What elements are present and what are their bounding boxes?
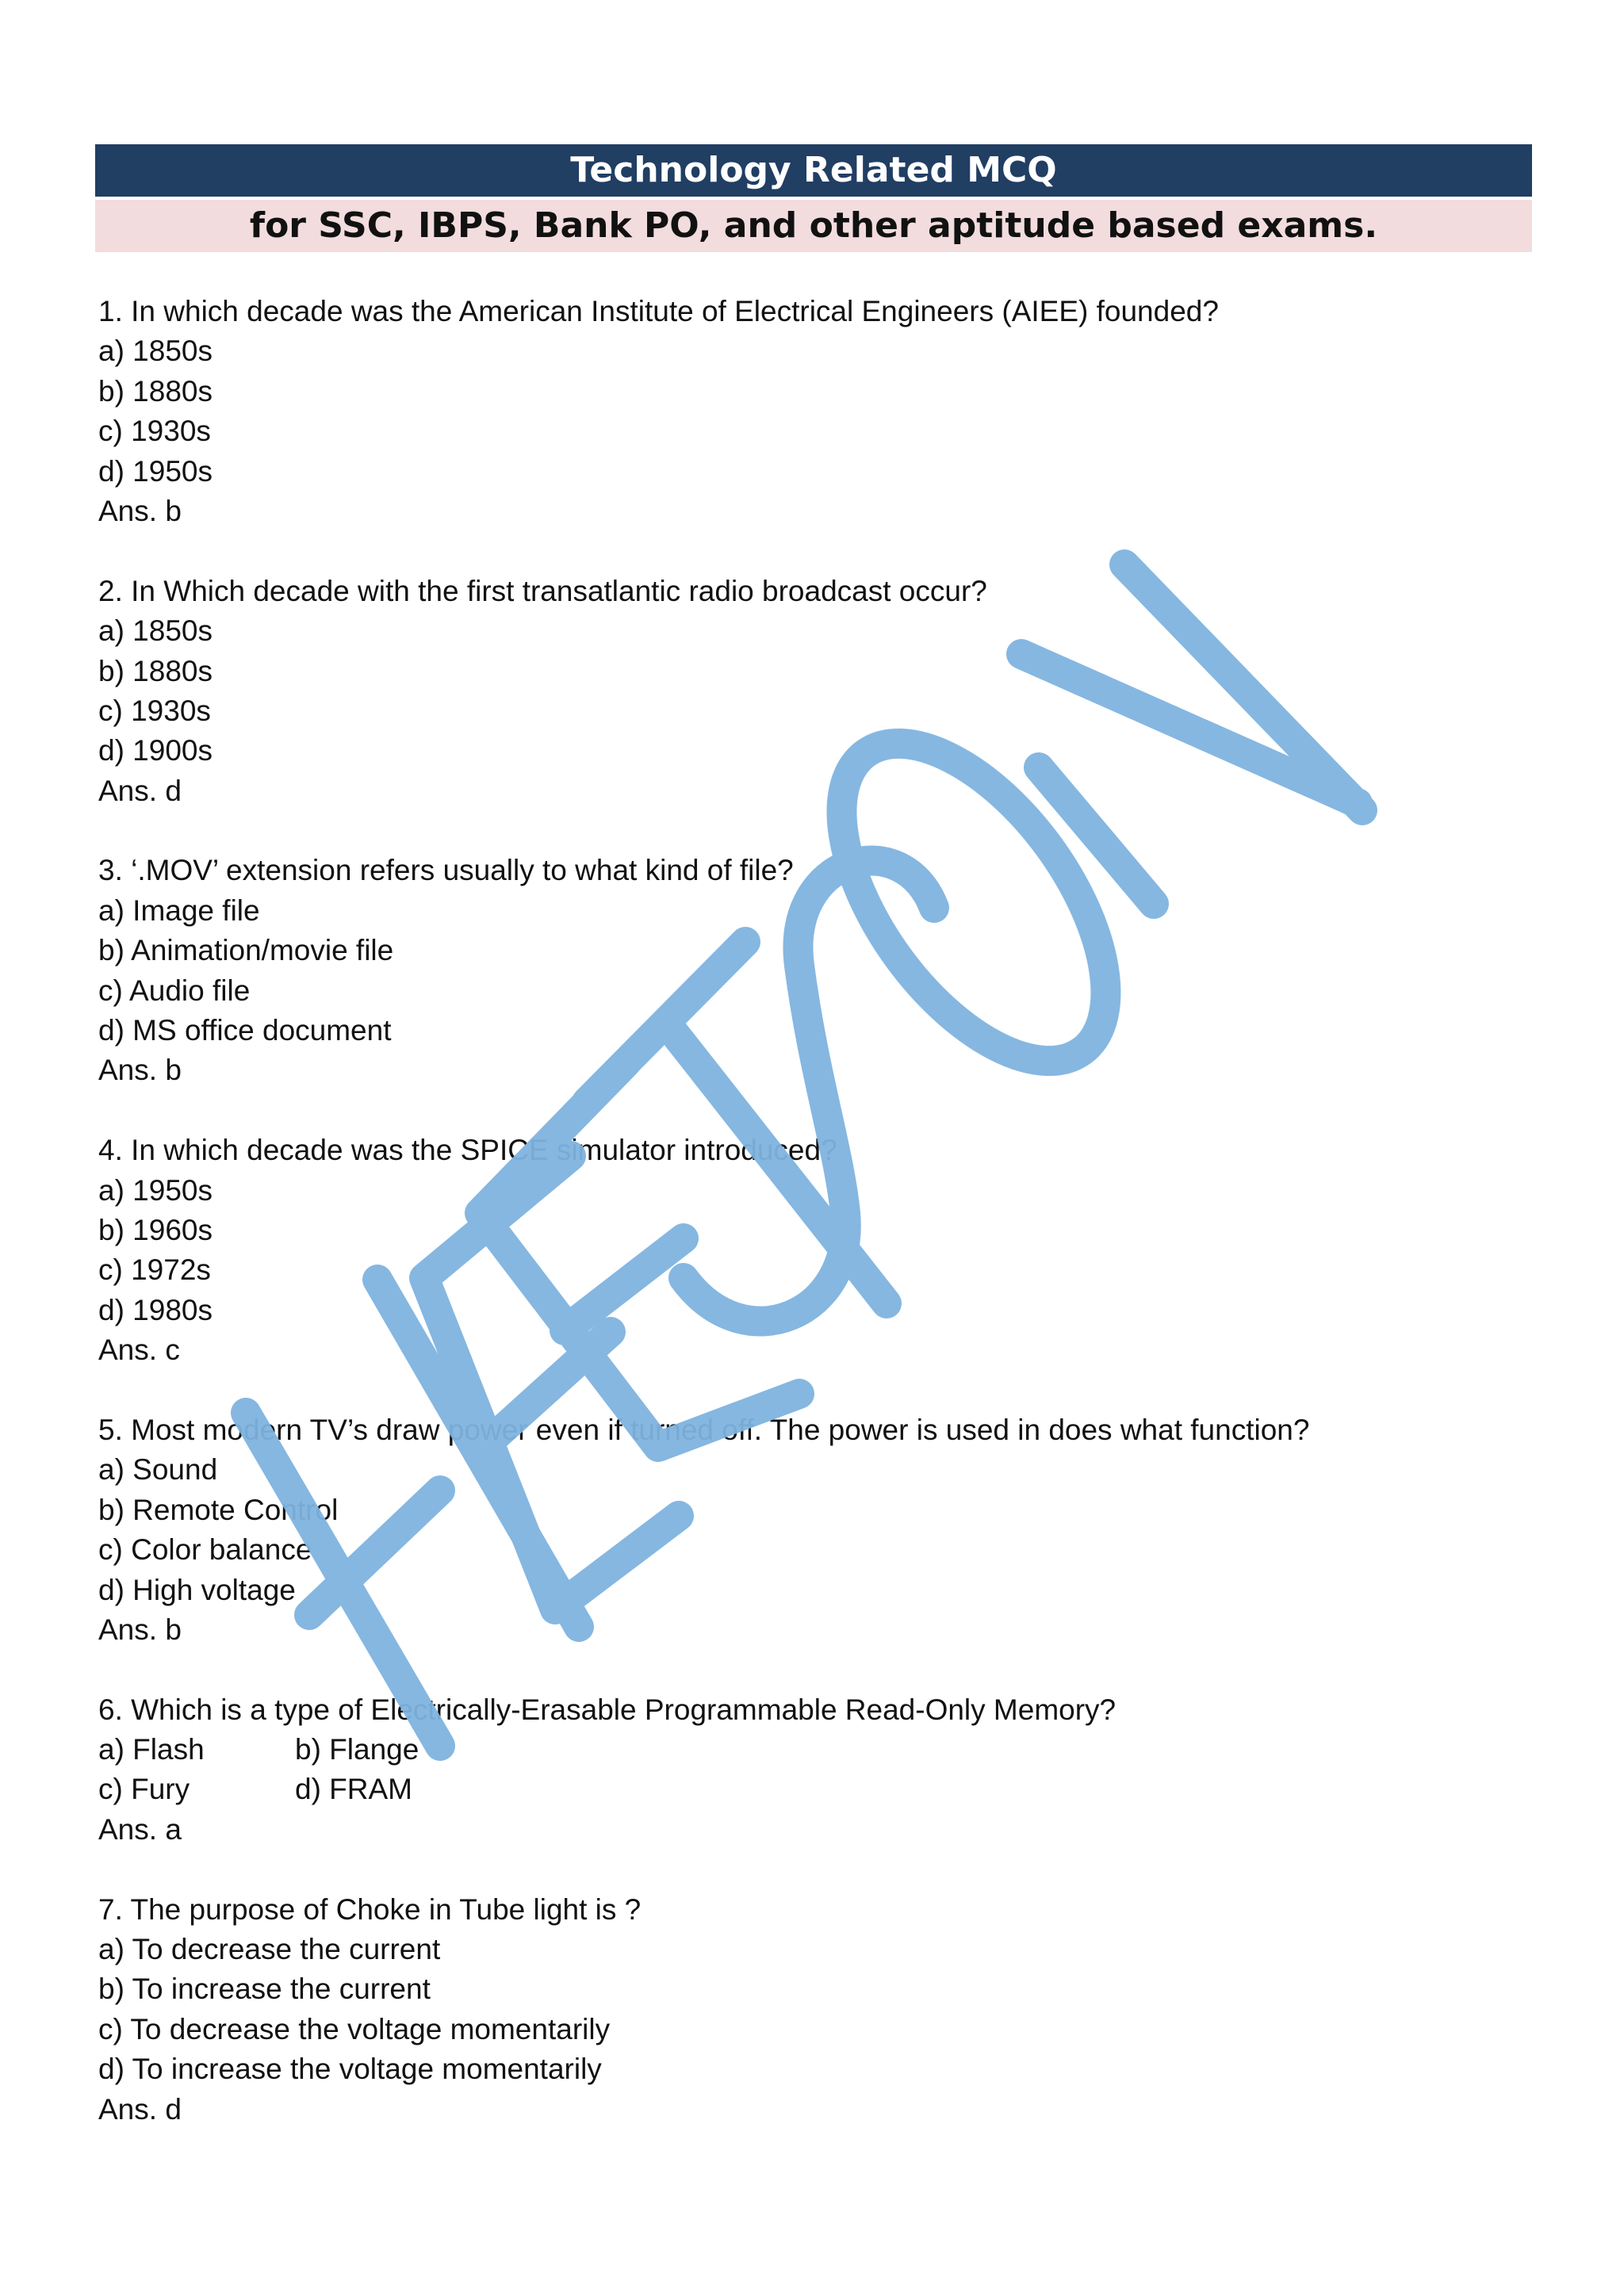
option-grid [98,1730,1526,1810]
question-6 [98,1690,1526,1850]
option-d: d) 1950s [98,454,213,488]
option-b: b) 1880s [98,654,213,687]
answer-text: Ans. d [98,774,182,807]
option-c: c) Fury [98,1773,190,1806]
question-text: 6. Which is a type of Electrically-Erasable Programmable Read-Only Memory? [98,1693,1116,1726]
option-d: d) 1900s [98,734,213,767]
option-b: b) To increase the current [98,1973,431,2006]
option-c: c) Color balance [98,1533,312,1567]
option-a: a) To decrease the current [98,1933,441,1966]
question-text: 2. In Which decade with the first transatlantic radio broadcast occur? [98,574,987,607]
option-a: a) 1950s [98,1173,213,1207]
page-title: Technology Related MCQ [95,144,1532,197]
question-text: 5. Most modern TV’s draw power even if turned off. The power is used in does what function? [98,1413,1310,1446]
option-d: d) MS office document [98,1014,392,1047]
answer-text: Ans. d [98,2092,182,2126]
option-c: c) 1930s [98,694,211,727]
option-a: a) 1850s [98,614,213,648]
option-a: a) Image file [98,894,260,927]
question-list [98,292,1526,2169]
option-d: d) 1980s [98,1293,213,1326]
answer-text: Ans. b [98,1054,182,1087]
option-c: c) Audio file [98,974,251,1007]
option-c: c) 1930s [98,415,211,448]
option-d: d) High voltage [98,1573,296,1606]
option-b: b) 1960s [98,1213,213,1246]
option-d: d) FRAM [295,1773,412,1806]
question-5 [98,1410,1526,1650]
option-c: c) To decrease the voltage momentarily [98,2012,611,2045]
option-a: a) 1850s [98,335,213,368]
option-b: b) 1880s [98,374,213,408]
question-4 [98,1131,1526,1370]
option-d: d) To increase the voltage momentarily [98,2053,602,2086]
question-text: 1. In which decade was the American Institute of Electrical Engineers (AIEE) founded? [98,295,1219,327]
option-a: a) Flash [98,1733,205,1766]
answer-text: Ans. b [98,1613,182,1646]
question-3 [98,851,1526,1090]
question-7 [98,1890,1526,2130]
question-text: 4. In which decade was the SPICE simulator introduced? [98,1134,837,1167]
option-c: c) 1972s [98,1253,211,1287]
answer-text: Ans. a [98,1812,182,1846]
option-a: a) Sound [98,1453,218,1487]
answer-text: Ans. c [98,1334,180,1367]
question-2 [98,572,1526,811]
option-b: b) Animation/movie file [98,934,394,967]
page-subtitle: for SSC, IBPS, Bank PO, and other aptitude based exams. [95,200,1532,252]
answer-text: Ans. b [98,494,182,527]
question-text: 7. The purpose of Choke in Tube light is ? [98,1892,642,1926]
option-b: b) Remote Control [98,1493,339,1526]
question-1 [98,292,1526,531]
question-text: 3. ‘.MOV’ extension refers usually to what kind of file? [98,854,794,887]
option-b: b) Flange [295,1733,419,1766]
